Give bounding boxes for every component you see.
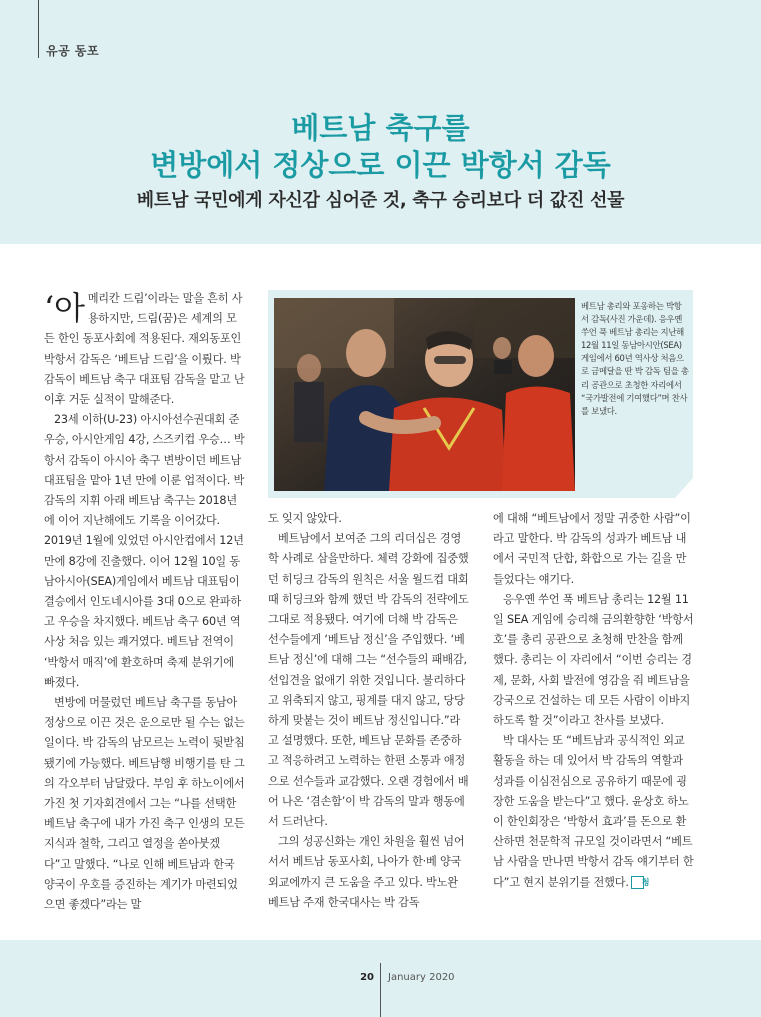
footer-rule xyxy=(380,963,381,1017)
paragraph: 변방에 머물렀던 베트남 축구를 동남아 정상으로 이끈 것은 운으로만 될 수는 없는 일이다. 박 감독의 남모르는 노력이 뒷받침됐기에 가능했다. 베트남행 비행기를 탄 그의 각오부터 남달랐다. 부임 후 하노이에서 가진 첫 기자회견에서 그는 “나를 선택한 베트남 축구에 내가 가진 축구 인생의 모든 지식과 철학, 그리고 열정을 쏟아붓겠다”고 말했다. “나로 인해 베트남과 한국 양국이 우호를 증진하는 계기가 마련되었으면 좋겠다”라는 말 xyxy=(44,696,245,912)
end-mark-icon: 청 xyxy=(631,876,644,889)
issue-date: January 2020 xyxy=(388,972,455,983)
page-number: 20 xyxy=(360,972,374,983)
photo-caption: 베트남 총리와 포옹하는 박항서 감독(사진 가운데). 응우옌 쑤언 푹 베트남 총리는 지난해 12월 11일 동남아시안(SEA)게임에서 60년 역사상 처음으로 금메달을 딴 박 감독 팀을 총리 공관으로 초청한 자리에서 “국가발전에 기여했다”며 찬사를 보냈다. xyxy=(581,301,689,416)
article-column-1 xyxy=(44,289,245,915)
paragraph: 응우옌 쑤언 푹 베트남 총리는 12월 11일 SEA 게임에 승리해 금의환향한 ‘박항서호’를 총리 공관으로 초청해 만찬을 함께 했다. 총리는 이 자리에서 “이번 승리는 경제, 문화, 사회 발전에 영감을 줘 베트남을 강국으로 건설하는 데 모든 사람이 이바지하도록 할 것”이라고 찬사를 보냈다. xyxy=(493,592,694,728)
photo-illustration xyxy=(274,298,575,491)
dropcap: ‘아 xyxy=(44,289,85,327)
paragraph: 도 잊지 않았다. xyxy=(268,512,342,525)
article-column-2 xyxy=(268,509,469,913)
article-column-3 xyxy=(493,509,694,893)
article-subtitle: 베트남 국민에게 자신감 심어준 것, 축구 승리보다 더 값진 선물 xyxy=(136,190,625,211)
photo-panel-fold xyxy=(675,478,693,498)
paragraph: 23세 이하(U-23) 아시아선수권대회 준우승, 아시안게임 4강, 스즈키컵 우승… 박항서 감독이 아시아 축구 변방이던 베트남 대표팀을 맡아 1년 만에 이룬 업적이다. 박 감독의 지휘 아래 베트남 축구는 2018년에 이어 지난해에도 기록을 이어갔다. 2019년 1월에 있었던 아시안컵에서 12년 만에 8강에 진출했다. 이어 12월 10일 동남아시아(SEA)게임에서 베트남 대표팀이 결승에서 인도네시아를 3대 0으로 완파하고 우승을 차지했다. 베트남 축구 60년 역사상 처음 있는 쾌거였다. 베트남 전역이 ‘박항서 매직’에 환호하며 축제 분위기에 빠졌다. xyxy=(44,413,245,689)
article-title-line1: 베트남 축구를 xyxy=(291,111,470,145)
paragraph: 그의 성공신화는 개인 차원을 훨씬 넘어서서 베트남 동포사회, 나아가 한·베 양국 외교에까지 큰 도움을 주고 있다. 박노완 베트남 주재 한국대사는 박 감독 xyxy=(268,835,465,909)
paragraph xyxy=(493,731,694,893)
section-label: 유공 동포 xyxy=(46,44,100,58)
paragraph-text: 박 대사는 또 “베트남과 공식적인 외교활동을 하는 데 있어서 박 감독의 역할과 성과를 이심전심으로 공유하기 때문에 굉장한 도움을 받는다”고 했다. 윤상호 하노이 한인회장은 ‘박항서 효과’를 돈으로 환산하면 천문학적 규모일 것이라면서 “베트남 사람을 만나면 박항서 감독 얘기부터 한다”고 현지 분위기를 전했다. xyxy=(493,734,694,889)
paragraph-text: 메리칸 드림’이라는 말을 흔히 사용하지만, 드림(꿈)은 세계의 모든 한인 동포사회에 적용된다. 재외동포인 박항서 감독은 ‘베트남 드림’을 이뤘다. 박 감독이 베트남 축구 대표팀 감독을 맡고 난 이후 거둔 실적이 말해준다. xyxy=(44,292,245,407)
article-title-line2: 변방에서 정상으로 이끈 박항서 감독 xyxy=(150,148,611,182)
paragraph xyxy=(44,289,245,410)
paragraph: 베트남에서 보여준 그의 리더십은 경영학 사례로 삼을만하다. 체력 강화에 집중했던 히딩크 감독의 원칙은 서울 월드컵 대회 때 히딩크와 함께 했던 박 감독의 전략에도 그대로 적용됐다. 여기에 더해 박 감독은 선수들에게 ‘베트남 정신’을 주입했다. ‘베트남 정신’에 대해 그는 “선수들의 패배감, 선입견을 없애기 위한 것입니다. 불리하다고 위축되지 않고, 핑계를 대지 않고, 당당하게 맞붙는 것이 베트남 정신입니다.”라고 설명했다. 또한, 베트남 문화를 존중하고 적응하려고 노력하는 한편 소통과 애정으로 선수들과 교감했다. 오랜 경험에서 배어 나온 ‘겸손함’이 박 감독의 말과 행동에서 드러난다. xyxy=(268,532,469,829)
header-rule xyxy=(38,0,39,58)
paragraph: 에 대해 “베트남에서 정말 귀중한 사람”이라고 말한다. 박 감독의 성과가 베트남 내에서 국민적 단합, 화합으로 가는 길을 만들었다는 얘기다. xyxy=(493,512,691,586)
photo xyxy=(274,298,575,491)
